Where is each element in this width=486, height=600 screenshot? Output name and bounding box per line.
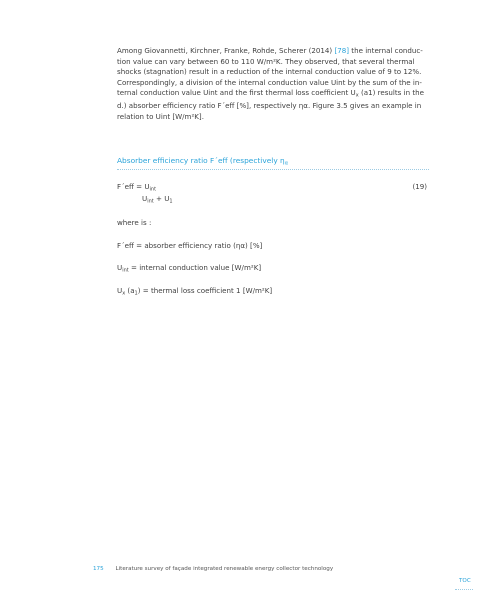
definition-uint-u: U <box>117 263 123 272</box>
definition-ux-subscript: x <box>122 290 126 297</box>
denominator-u-subscript: int <box>147 198 154 205</box>
paragraph-text-end: the internal conduc-tion value can vary between 60 to 110 W/m²K. They observed, that several thermal shocks (stagnation) result in a reduction of the internal conduction value of 9 to 12%. Correspondingly, a division of the internal conduction value Uint by the sum of the in-ternal conduction value Uint and the first thermal loss coefficient U <box>117 46 423 97</box>
subscript-x: x <box>355 92 359 99</box>
toc-divider <box>455 589 473 590</box>
definition-ux-text: ) = thermal loss coefficient 1 [W/m²K] <box>137 286 273 295</box>
definition-ux <box>117 286 272 297</box>
denominator-u: U <box>142 194 148 203</box>
definition-ux-a: (a <box>125 286 135 295</box>
section-heading-subscript: α <box>284 160 289 167</box>
equation-lhs-subscript: int <box>149 186 157 193</box>
equation-denominator <box>142 194 173 205</box>
citation-link[interactable]: [78] <box>334 46 350 55</box>
definition-uint <box>117 263 261 274</box>
definition-uint-text: = internal conduction value [W/m²K] <box>128 263 262 272</box>
definition-ux-u: U <box>117 286 123 295</box>
footer-title: Literature survey of façade integrated renewable energy collector technology <box>115 566 334 572</box>
equation-number: (19) <box>412 182 427 191</box>
where-label: where is : <box>117 218 152 227</box>
heading-divider <box>117 169 429 170</box>
section-heading-text: Absorber efficiency ratio F´eff (respectively η <box>117 156 285 165</box>
definition-feff: F´eff = absorber efficiency ratio (ηα) [%] <box>117 241 263 250</box>
body-paragraph <box>117 46 429 122</box>
section-heading <box>117 156 429 169</box>
toc-link[interactable]: TOC <box>459 578 471 584</box>
equation-numerator <box>117 182 429 195</box>
definition-ux-a-subscript: 1 <box>134 290 138 297</box>
paragraph-text-tail: (a1) results in the d.) absorber efficiency ratio F´eff [%], respectively ηα. Figure 3.5 gives an example in relation to Uint [W/m²K]. <box>117 88 424 121</box>
paragraph-text-start: Among Giovannetti, Kirchner, Franke, Rohde, Scherer (2014) <box>117 46 333 55</box>
definition-uint-subscript: int <box>122 267 129 274</box>
page-footer <box>93 566 333 572</box>
denominator-u1-subscript: 1 <box>169 198 173 205</box>
equation-lhs: F´eff = U <box>117 182 150 191</box>
page-number: 175 <box>93 566 104 572</box>
denominator-plus: + U <box>153 194 170 203</box>
